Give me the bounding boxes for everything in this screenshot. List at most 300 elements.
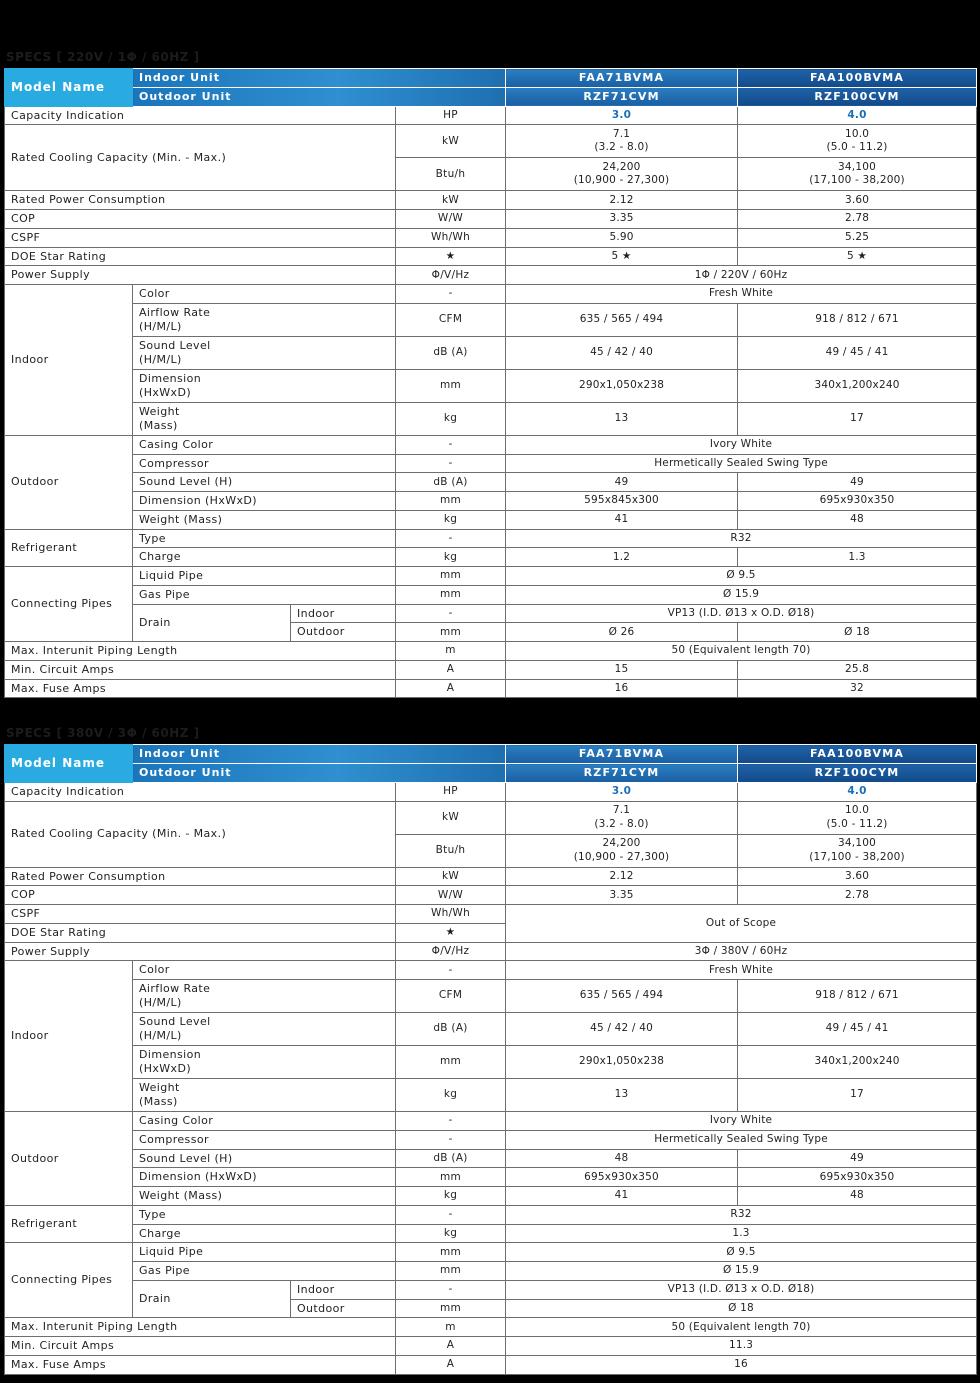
spec-title-220v: SPECS [ 220V / 1Φ / 60HZ ] [6,50,200,64]
row-label: Power Supply [5,266,396,285]
row-label: Max. Interunit Piping Length [5,1318,396,1337]
label-sub: (H/M/L) [139,352,182,366]
row-unit: - [396,529,506,548]
row-value-col2: 918 / 812 / 671 [738,303,977,336]
value-main: 7.1 [612,128,631,141]
value-range: (10,900 - 27,300) [573,850,670,863]
row-unit: kg [396,1187,506,1206]
group-label-indoor: Indoor [5,961,133,1112]
row-label: DOE Star Rating [5,247,396,266]
row-label: COP [5,210,396,229]
row-value-col2: 695x930x350 [738,1168,977,1187]
row-unit: kW [396,191,506,210]
row-value-col1 [506,801,738,834]
row-unit: CFM [396,980,506,1013]
row-sublabel: Outdoor [291,623,396,642]
table-row-cspf [5,905,977,924]
row-value-col1: 1.2 [506,548,738,567]
row-value-col2: 49 [738,1149,977,1168]
row-value-merged: Ø 9.5 [506,1243,977,1262]
section-divider [0,698,980,726]
row-label-drain: Drain [133,1280,291,1318]
row-value-col2: 25.8 [738,660,977,679]
row-label: Max. Fuse Amps [5,1355,396,1374]
value-main: 7.1 [612,804,631,817]
row-value-col2: 5.25 [738,228,977,247]
row-value-col1: 49 [506,473,738,492]
row-value-col2: 340x1,200x240 [738,1046,977,1079]
value-main: 24,200 [602,837,641,850]
row-unit-star-icon: ★ [396,923,506,942]
row-value-col2: Ø 18 [738,623,977,642]
row-unit: kg [396,548,506,567]
spec-table-380v [4,744,977,1374]
row-value-col1: 16 [506,679,738,698]
row-label: Color [133,961,396,980]
row-label: Min. Circuit Amps [5,1337,396,1356]
row-value-col1: 3.0 [506,106,738,125]
row-value-merged: Ø 18 [506,1299,977,1318]
row-value-col2: 49 / 45 / 41 [738,1013,977,1046]
header-outdoor-unit: Outdoor Unit [133,87,506,106]
table-row-indoor-sound-level [5,1013,977,1046]
row-unit: dB (A) [396,1149,506,1168]
row-value-col1: 635 / 565 / 494 [506,303,738,336]
row-value-merged: Ivory White [506,1112,977,1131]
table-row-indoor-color [5,285,977,304]
row-value-col1: 595x845x300 [506,492,738,511]
row-value-col2: 5 ★ [738,247,977,266]
row-value-col2: 695x930x350 [738,492,977,511]
table-row-gas-pipe [5,585,977,604]
table-row-doe-star-rating [5,247,977,266]
group-label-outdoor: Outdoor [5,1112,133,1206]
table-row-rated-cooling-kw [5,801,977,834]
row-value-col1: 41 [506,510,738,529]
label-main: Airflow Rate [139,306,211,319]
row-label [133,402,396,435]
table-row-min-circuit-amps [5,1337,977,1356]
row-unit: mm [396,492,506,511]
row-value-merged: Fresh White [506,961,977,980]
table-row-cspf [5,228,977,247]
table-row-indoor-weight [5,402,977,435]
table-row-cop [5,886,977,905]
row-unit: mm [396,1299,506,1318]
table-row-outdoor-compressor [5,1130,977,1149]
row-value-col2: 32 [738,679,977,698]
row-value-col1: 41 [506,1187,738,1206]
header-model-name: Model Name [5,69,133,107]
value-range: (5.0 - 11.2) [826,817,888,830]
row-label: Weight (Mass) [133,1187,396,1206]
spec-section-380v [0,726,980,1374]
row-label: Casing Color [133,435,396,454]
row-unit: mm [396,585,506,604]
table-row-capacity-indication [5,782,977,801]
table-row-rated-power-consumption [5,867,977,886]
row-value-col1: 45 / 42 / 40 [506,1013,738,1046]
table-row-max-fuse-amps [5,1355,977,1374]
header-indoor-unit: Indoor Unit [133,69,506,88]
row-value-col2: 3.60 [738,191,977,210]
row-label [133,980,396,1013]
label-sub: (HxWxD) [139,385,192,399]
table-row-rated-cooling-kw [5,125,977,158]
header-model-col-2-indoor: FAA100BVMA [738,69,977,88]
row-unit: kg [396,510,506,529]
label-main: Weight [139,405,180,418]
row-value-merged: 11.3 [506,1337,977,1356]
group-label-outdoor: Outdoor [5,435,133,529]
row-label: Capacity Indication [5,782,396,801]
row-value-merged: 50 (Equivalent length 70) [506,1318,977,1337]
row-value-merged: 50 (Equivalent length 70) [506,642,977,661]
row-label: Gas Pipe [133,585,396,604]
row-label: Charge [133,548,396,567]
row-label: Gas Pipe [133,1262,396,1281]
value-range: (3.2 - 8.0) [594,817,649,830]
row-unit: A [396,679,506,698]
table-row-rated-power-consumption [5,191,977,210]
label-sub: (H/M/L) [139,996,182,1009]
row-value-out-of-scope: Out of Scope [506,905,977,943]
row-value-merged: Hermetically Sealed Swing Type [506,454,977,473]
row-value-col2: 49 / 45 / 41 [738,336,977,369]
row-value-col1: 13 [506,402,738,435]
bottom-padding [0,1375,980,1383]
row-value-merged: Ø 15.9 [506,585,977,604]
row-value-col1 [506,125,738,158]
row-value-col2: 918 / 812 / 671 [738,980,977,1013]
value-range: (17,100 - 38,200) [809,174,905,187]
row-unit: kW [396,867,506,886]
row-unit: dB (A) [396,1013,506,1046]
row-label: DOE Star Rating [5,923,396,942]
row-label: Rated Power Consumption [5,191,396,210]
header-model-col-2-outdoor: RZF100CVM [738,87,977,106]
row-value-col2 [738,834,977,867]
row-value-col1: 45 / 42 / 40 [506,336,738,369]
row-label-drain: Drain [133,604,291,642]
row-value-col1: 48 [506,1149,738,1168]
row-value-merged: VP13 (I.D. Ø13 x O.D. Ø18) [506,1280,977,1299]
row-unit: Btu/h [396,834,506,867]
row-value-merged: 1.3 [506,1224,977,1243]
table-row-drain-indoor [5,604,977,623]
value-main: 34,100 [838,837,876,850]
header-model-col-1-outdoor: RZF71CYM [506,764,738,783]
row-label: CSPF [5,228,396,247]
header-outdoor-unit: Outdoor Unit [133,764,506,783]
row-label: Min. Circuit Amps [5,660,396,679]
row-label [133,336,396,369]
row-value-col1: 290x1,050x238 [506,1046,738,1079]
row-value-merged: Ø 15.9 [506,1262,977,1281]
group-label-connecting-pipes: Connecting Pipes [5,1243,133,1318]
table-header-row-indoor [5,745,977,764]
row-unit: - [396,285,506,304]
row-unit: - [396,1280,506,1299]
row-value-col2: 4.0 [738,106,977,125]
header-model-name: Model Name [5,745,133,783]
table-row-outdoor-sound-level [5,1149,977,1168]
value-range: (5.0 - 11.2) [826,141,888,154]
table-row-outdoor-dimension [5,492,977,511]
row-unit: mm [396,1046,506,1079]
row-value-col1: 5.90 [506,228,738,247]
table-row-outdoor-sound-level [5,473,977,492]
row-label: Compressor [133,454,396,473]
row-label: CSPF [5,905,396,924]
row-label: Sound Level (H) [133,473,396,492]
row-sublabel: Outdoor [291,1299,396,1318]
row-label: Charge [133,1224,396,1243]
row-label [133,303,396,336]
row-value-col1 [506,834,738,867]
row-unit: HP [396,782,506,801]
row-unit-star-icon: ★ [396,247,506,266]
spec-title-380v: SPECS [ 380V / 3Φ / 60HZ ] [6,726,200,741]
header-model-col-1-indoor: FAA71BVMA [506,69,738,88]
row-value-col2: 17 [738,1079,977,1112]
row-unit: kg [396,402,506,435]
row-unit: W/W [396,886,506,905]
row-unit: A [396,1337,506,1356]
row-unit: mm [396,1243,506,1262]
row-value-col2: 2.78 [738,210,977,229]
table-row-capacity-indication [5,106,977,125]
row-value-merged: R32 [506,1205,977,1224]
table-row-power-supply [5,266,977,285]
label-main: Sound Level [139,1015,211,1029]
label-main: Sound Level [139,339,211,352]
row-label: Max. Fuse Amps [5,679,396,698]
row-label: Max. Interunit Piping Length [5,642,396,661]
row-unit: - [396,1130,506,1149]
row-unit: dB (A) [396,473,506,492]
table-row-indoor-color [5,961,977,980]
label-sub: (HxWxD) [139,1062,192,1075]
row-label: Capacity Indication [5,106,396,125]
value-range: (3.2 - 8.0) [594,141,649,154]
label-sub: (H/M/L) [139,319,182,333]
table-row-liquid-pipe [5,567,977,586]
row-value-col1: 695x930x350 [506,1168,738,1187]
group-label-refrigerant: Refrigerant [5,529,133,567]
spec-section-220v [0,50,980,698]
row-unit: - [396,1205,506,1224]
row-value-merged: VP13 (I.D. Ø13 x O.D. Ø18) [506,604,977,623]
row-unit: kW [396,801,506,834]
table-row-cop [5,210,977,229]
table-row-indoor-weight [5,1079,977,1112]
row-label [133,1013,396,1046]
row-value-col1 [506,158,738,191]
row-label: Color [133,285,396,304]
row-label: Rated Cooling Capacity (Min. - Max.) [5,125,396,191]
spec-table-220v [4,68,977,698]
table-row-indoor-airflow [5,980,977,1013]
row-unit: mm [396,623,506,642]
row-label: Type [133,529,396,548]
row-sublabel: Indoor [291,1280,396,1299]
row-value-merged: R32 [506,529,977,548]
value-main: 24,200 [602,161,641,174]
row-label: Dimension (HxWxD) [133,1168,396,1187]
row-unit: kW [396,125,506,158]
label-main: Dimension [139,372,202,385]
row-value-col1: 5 ★ [506,247,738,266]
table-row-indoor-sound-level [5,336,977,369]
row-value-col2: 48 [738,510,977,529]
table-header-row-outdoor [5,87,977,106]
table-row-outdoor-dimension [5,1168,977,1187]
table-row-outdoor-weight [5,510,977,529]
row-label: Rated Power Consumption [5,867,396,886]
label-sub: (Mass) [139,418,178,432]
label-sub: (Mass) [139,1095,178,1108]
header-model-col-2-indoor: FAA100BVMA [738,745,977,764]
row-value-col1: 2.12 [506,867,738,886]
row-label [133,1046,396,1079]
row-value-merged: Ivory White [506,435,977,454]
row-label: Casing Color [133,1112,396,1131]
group-label-indoor: Indoor [5,285,133,436]
header-model-col-1-outdoor: RZF71CVM [506,87,738,106]
row-value-col1: 290x1,050x238 [506,369,738,402]
row-value-merged: 1Φ / 220V / 60Hz [506,266,977,285]
value-main: 34,100 [838,161,876,174]
row-label: Dimension (HxWxD) [133,492,396,511]
row-unit: - [396,1112,506,1131]
table-row-refrigerant-charge [5,1224,977,1243]
table-row-indoor-dimension [5,1046,977,1079]
row-value-col2: 17 [738,402,977,435]
row-value-col1: 13 [506,1079,738,1112]
row-value-col2: 340x1,200x240 [738,369,977,402]
row-unit: A [396,660,506,679]
row-unit: mm [396,567,506,586]
table-row-gas-pipe [5,1262,977,1281]
row-unit: CFM [396,303,506,336]
row-label [133,1079,396,1112]
header-model-col-1-indoor: FAA71BVMA [506,745,738,764]
row-value-col1: 635 / 565 / 494 [506,980,738,1013]
row-label: Type [133,1205,396,1224]
table-row-max-piping-length [5,1318,977,1337]
row-value-merged: Fresh White [506,285,977,304]
row-value-col1: 3.35 [506,210,738,229]
row-unit: kg [396,1224,506,1243]
table-row-indoor-dimension [5,369,977,402]
row-unit: - [396,961,506,980]
row-value-col1: 3.35 [506,886,738,905]
row-value-col2: 49 [738,473,977,492]
row-label: COP [5,886,396,905]
table-row-liquid-pipe [5,1243,977,1262]
table-row-max-piping-length [5,642,977,661]
row-unit: Wh/Wh [396,228,506,247]
row-unit: HP [396,106,506,125]
value-range: (10,900 - 27,300) [573,174,670,187]
row-value-merged: Ø 9.5 [506,567,977,586]
label-main: Dimension [139,1048,202,1062]
row-unit: dB (A) [396,336,506,369]
table-row-max-fuse-amps [5,679,977,698]
table-row-outdoor-casing-color [5,435,977,454]
row-unit: kg [396,1079,506,1112]
row-value-col2 [738,125,977,158]
row-unit: Wh/Wh [396,905,506,924]
row-value-merged: 3Φ / 380V / 60Hz [506,942,977,961]
table-row-outdoor-weight [5,1187,977,1206]
label-sub: (H/M/L) [139,1029,182,1042]
table-row-power-supply [5,942,977,961]
row-unit: - [396,604,506,623]
table-row-indoor-airflow [5,303,977,336]
header-indoor-unit: Indoor Unit [133,745,506,764]
group-label-refrigerant: Refrigerant [5,1205,133,1243]
row-unit: Φ/V/Hz [396,942,506,961]
table-row-refrigerant-type [5,529,977,548]
row-value-col1: 15 [506,660,738,679]
row-sublabel: Indoor [291,604,396,623]
row-unit: mm [396,369,506,402]
row-label: Compressor [133,1130,396,1149]
row-label: Power Supply [5,942,396,961]
table-header-row-outdoor [5,764,977,783]
row-unit: m [396,642,506,661]
value-main: 10.0 [844,804,870,817]
table-header-row-indoor [5,69,977,88]
row-unit: Φ/V/Hz [396,266,506,285]
row-value-col2: 4.0 [738,782,977,801]
row-value-col2 [738,158,977,191]
table-row-refrigerant-type [5,1205,977,1224]
row-unit: - [396,435,506,454]
row-value-col1: Ø 26 [506,623,738,642]
row-value-col1: 3.0 [506,782,738,801]
row-unit: mm [396,1262,506,1281]
row-value-col2: 1.3 [738,548,977,567]
value-range: (17,100 - 38,200) [809,850,905,863]
row-unit: Btu/h [396,158,506,191]
row-unit: mm [396,1168,506,1187]
label-main: Weight [139,1081,180,1095]
row-value-col2: 2.78 [738,886,977,905]
table-row-outdoor-compressor [5,454,977,473]
group-label-connecting-pipes: Connecting Pipes [5,567,133,642]
row-unit: m [396,1318,506,1337]
value-main: 10.0 [844,128,870,141]
label-main: Airflow Rate [139,982,211,996]
row-value-col2 [738,801,977,834]
row-label: Liquid Pipe [133,1243,396,1262]
row-unit: W/W [396,210,506,229]
row-unit: - [396,454,506,473]
table-row-min-circuit-amps [5,660,977,679]
row-label: Rated Cooling Capacity (Min. - Max.) [5,801,396,867]
row-value-merged: Hermetically Sealed Swing Type [506,1130,977,1149]
row-value-col2: 48 [738,1187,977,1206]
row-label: Sound Level (H) [133,1149,396,1168]
row-value-merged: 16 [506,1355,977,1374]
table-row-drain-indoor [5,1280,977,1299]
row-label [133,369,396,402]
row-value-col2: 3.60 [738,867,977,886]
table-row-refrigerant-charge [5,548,977,567]
